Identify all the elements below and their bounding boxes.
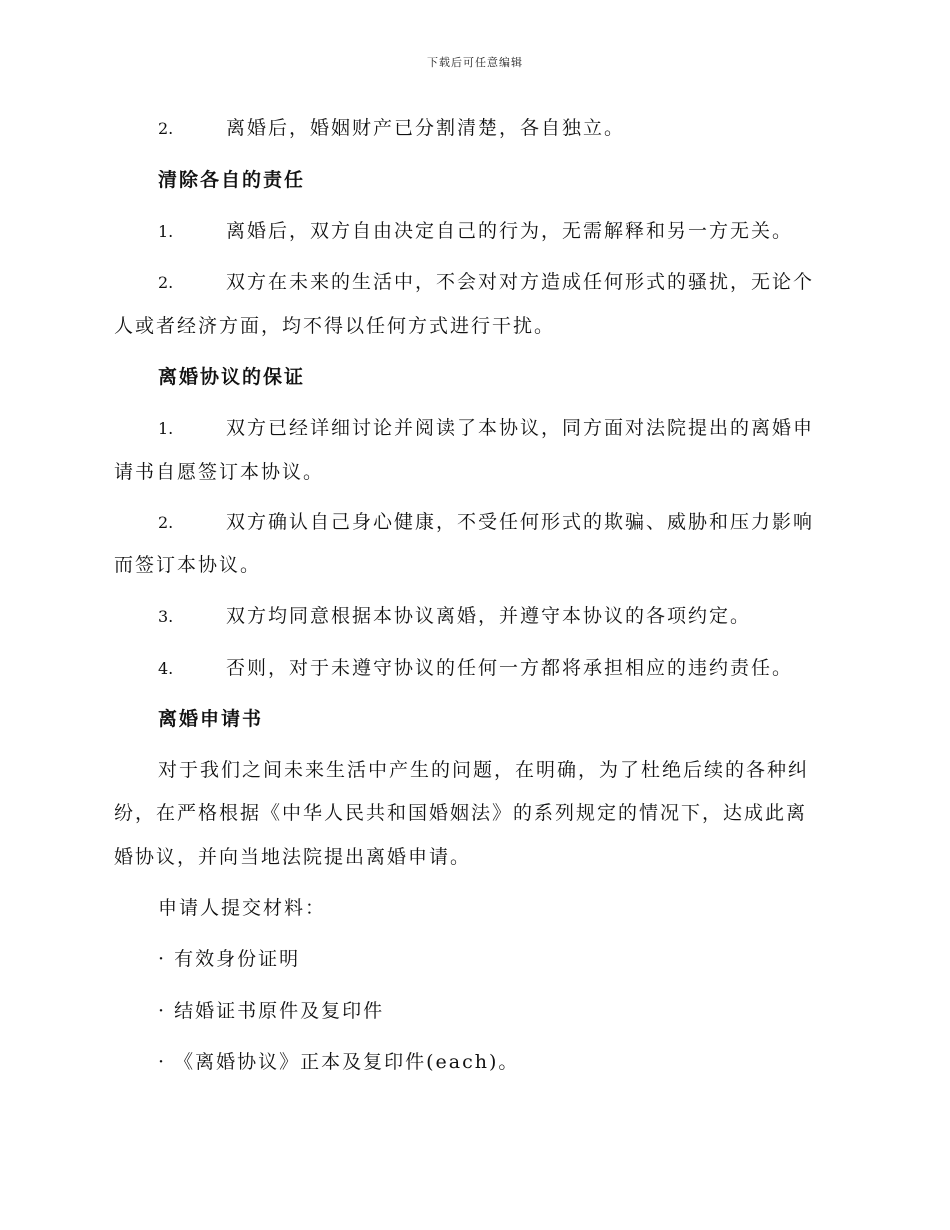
item-number: 2. bbox=[158, 273, 174, 292]
list-item bbox=[158, 510, 814, 535]
item-text: 双方均同意根据本协议离婚，并遵守本协议的各项约定。 bbox=[226, 605, 752, 627]
section-heading: 离婚申请书 bbox=[158, 708, 264, 730]
item-text: 否则，对于未遵守协议的任何一方都将承担相应的违约责任。 bbox=[226, 657, 794, 679]
section-heading: 离婚协议的保证 bbox=[158, 366, 306, 388]
page-header: 下载后可任意编辑 bbox=[427, 56, 523, 69]
item-text: 离婚后，双方自由决定自己的行为，无需解释和另一方无关。 bbox=[226, 220, 794, 242]
item-continuation: 请书自愿签订本协议。 bbox=[114, 461, 325, 483]
item-text: 双方在未来的生活中，不会对对方造成任何形式的骚扰，无论个 bbox=[226, 271, 815, 293]
paragraph-line: 对于我们之间未来生活中产生的问题，在明确，为了杜绝后续的各种纠 bbox=[158, 759, 810, 781]
bullet-item: · 有效身份证明 bbox=[158, 948, 301, 970]
item-number: 2. bbox=[158, 119, 174, 138]
paragraph-line: 婚协议，并向当地法院提出离婚申请。 bbox=[114, 846, 472, 868]
item-number: 4. bbox=[158, 659, 174, 678]
list-item bbox=[158, 604, 751, 629]
list-item bbox=[158, 656, 793, 681]
item-text: 双方已经详细讨论并阅读了本协议，同方面对法院提出的离婚申 bbox=[226, 417, 815, 439]
item-number: 3. bbox=[158, 607, 174, 626]
item-continuation: 人或者经济方面，均不得以任何方式进行干扰。 bbox=[114, 315, 556, 337]
item-continuation: 而签订本协议。 bbox=[114, 554, 262, 576]
bullet-item: · 结婚证书原件及复印件 bbox=[158, 1000, 385, 1022]
item-number: 2. bbox=[158, 513, 174, 532]
materials-label: 申请人提交材料： bbox=[158, 897, 327, 919]
item-text: 离婚后，婚姻财产已分割清楚，各自独立。 bbox=[226, 117, 626, 139]
item-text: 双方确认自己身心健康，不受任何形式的欺骗、威胁和压力影响 bbox=[226, 511, 815, 533]
item-number: 1. bbox=[158, 419, 174, 438]
list-item bbox=[158, 219, 793, 244]
list-item bbox=[158, 416, 814, 441]
section-heading: 清除各自的责任 bbox=[158, 169, 306, 191]
list-item bbox=[158, 116, 625, 141]
list-item bbox=[158, 270, 814, 295]
item-number: 1. bbox=[158, 222, 174, 241]
paragraph-line: 纷，在严格根据《中华人民共和国婚姻法》的系列规定的情况下，达成此离 bbox=[114, 802, 808, 824]
bullet-item: · 《离婚协议》正本及复印件(each)。 bbox=[158, 1051, 520, 1073]
